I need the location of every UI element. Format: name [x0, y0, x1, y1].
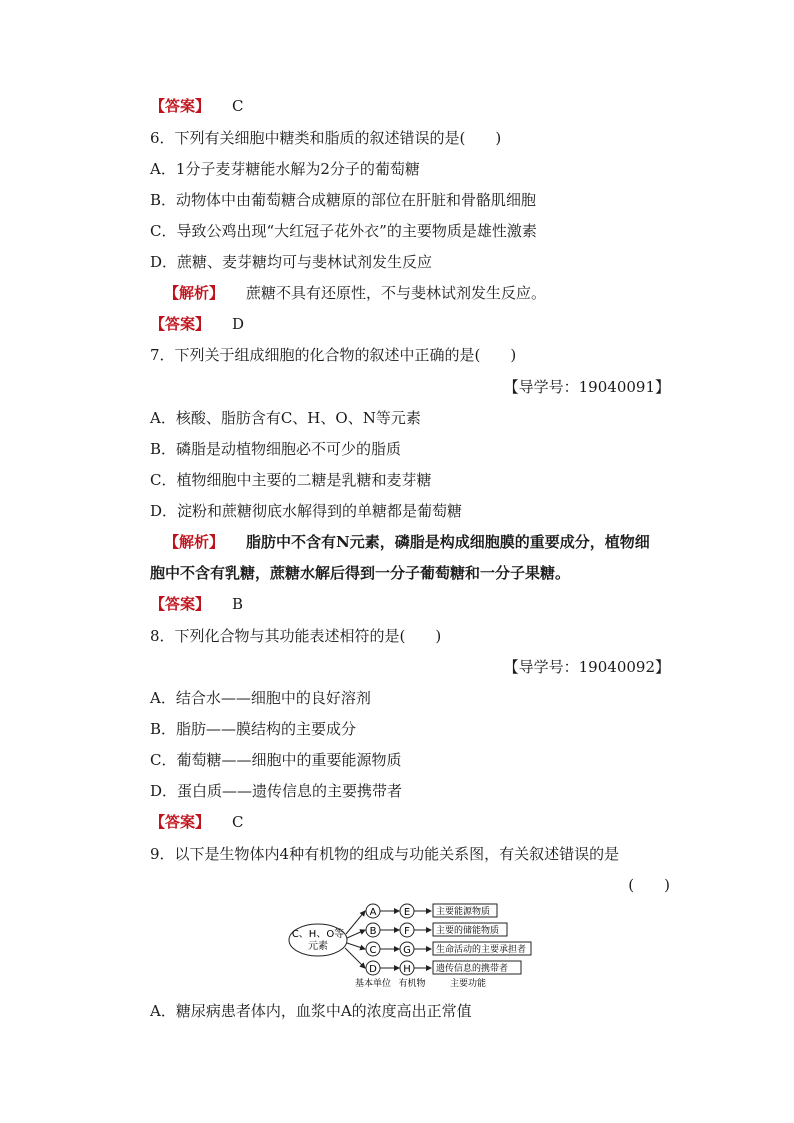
source-label-line1: C、H、O等	[291, 929, 345, 940]
q9-option-a: A．糖尿病患者体内，血浆中A的浓度高出正常值	[150, 1002, 472, 1020]
function-label-4: 遗传信息的携带者	[436, 964, 509, 974]
q8-option-a: A．结合水——细胞中的良好溶剂	[150, 689, 371, 707]
function-label-2: 主要的储能物质	[436, 926, 500, 936]
unit-a-label: A	[369, 907, 377, 918]
organic-f-label: F	[404, 926, 410, 937]
analysis-label: 【解析】	[164, 284, 225, 302]
function-label-3: 生命活动的主要承担者	[436, 945, 527, 955]
q8-stem: 8．下列化合物与其功能表述相符的是( )	[150, 627, 442, 645]
q6-option-c: C．导致公鸡出现“大红冠子花外衣”的主要物质是雄性激素	[150, 222, 537, 240]
q6-analysis-line	[164, 283, 546, 303]
q9-answer-paren: ( )	[628, 876, 670, 894]
q7-option-b: B．磷脂是动植物细胞必不可少的脂质	[150, 440, 402, 458]
q7-option-d: D．淀粉和蔗糖彻底水解得到的单糖都是葡萄糖	[150, 502, 463, 520]
q6-option-b: B．动物体中由葡萄糖合成糖原的部位在肝脏和骨骼肌细胞	[150, 191, 537, 209]
q7-option-c: C．植物细胞中主要的二糖是乳糖和麦芽糖	[150, 471, 432, 489]
q9-stem: 9．以下是生物体内4种有机物的组成与功能关系图，有关叙述错误的是	[150, 845, 620, 863]
source-label-line2: 元素	[308, 941, 328, 952]
q7-analysis-line1	[164, 532, 650, 552]
unit-b-label: B	[369, 926, 377, 937]
q6-answer: D	[232, 315, 245, 333]
q7-analysis-text1: 脂肪中不含有N元素，磷脂是构成细胞膜的重要成分，植物细	[246, 533, 650, 551]
q7-option-a: A．核酸、脂肪含有C、H、O、N等元素	[150, 409, 421, 427]
answer-label: 【答案】	[150, 315, 211, 333]
q6-answer-line	[150, 314, 244, 334]
caption-organic: 有机物	[398, 979, 426, 988]
caption-basic-unit: 基本单位	[354, 979, 392, 988]
q8-option-d: D．蛋白质——遗传信息的主要携带者	[150, 782, 403, 800]
q6-stem: 6．下列有关细胞中糖类和脂质的叙述错误的是( )	[150, 129, 502, 147]
q5-answer: C	[232, 97, 244, 115]
unit-c-label: C	[369, 945, 377, 956]
q8-guide-number: 【导学号：19040092】	[503, 658, 670, 676]
q6-option-a: A．1分子麦芽糖能水解为2分子的葡萄糖	[150, 160, 420, 178]
organic-e-label: E	[403, 907, 411, 918]
q7-answer-line	[150, 594, 243, 614]
q6-analysis: 蔗糖不具有还原性，不与斐林试剂发生反应。	[246, 284, 547, 302]
organic-g-label: G	[403, 945, 411, 956]
answer-label: 【答案】	[150, 813, 211, 831]
organic-compound-diagram	[288, 898, 533, 988]
q7-guide-number: 【导学号：19040091】	[503, 378, 670, 396]
q8-option-c: C．葡萄糖——细胞中的重要能源物质	[150, 751, 402, 769]
answer-label: 【答案】	[150, 97, 211, 115]
q7-stem: 7．下列关于组成细胞的化合物的叙述中正确的是( )	[150, 346, 517, 364]
organic-h-label: H	[403, 964, 411, 975]
function-label-1: 主要能源物质	[436, 907, 491, 917]
q8-option-b: B．脂肪——膜结构的主要成分	[150, 720, 357, 738]
q7-analysis-line2: 胞中不含有乳糖，蔗糖水解后得到一分子葡萄糖和一分子果糖。	[150, 564, 571, 582]
analysis-label: 【解析】	[164, 533, 225, 551]
q5-answer-line	[150, 96, 244, 116]
answer-label: 【答案】	[150, 595, 211, 613]
q6-option-d: D．蔗糖、麦芽糖均可与斐林试剂发生反应	[150, 253, 433, 271]
caption-function: 主要功能	[449, 979, 487, 988]
unit-d-label: D	[369, 964, 377, 975]
q7-answer: B	[232, 595, 244, 613]
q8-answer-line	[150, 812, 244, 832]
q8-answer: C	[232, 813, 244, 831]
